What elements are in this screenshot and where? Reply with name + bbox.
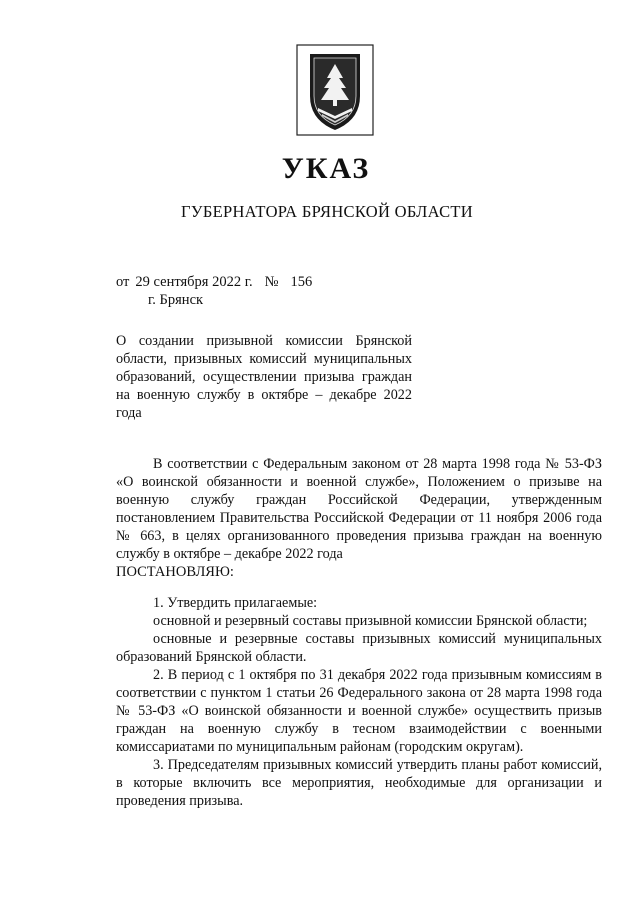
clause-2: 2. В период с 1 октября по 31 декабря 2022 года призывным комиссиям в соответствии с пунктом 1 статьи 26 Федерального закона от 28 марта 1998 года № 53-ФЗ «О воинской обязанности и военной службе» осуществить призыв граждан на военную службу в тесном взаимодействии с военными комиссариатами по муниципальным районам (городским округам). [116, 667, 602, 755]
document-issuer: ГУБЕРНАТОРА БРЯНСКОЙ ОБЛАСТИ [181, 202, 473, 221]
date-number-line [116, 273, 312, 291]
document-title: УКАЗ [281, 152, 371, 185]
coat-of-arms-emblem [296, 44, 374, 136]
clause-1: 1. Утвердить прилагаемые: [153, 595, 318, 611]
document-number: 156 [290, 274, 313, 290]
preamble-paragraph: В соответствии с Федеральным законом от 28 марта 1998 года № 53-ФЗ «О воинской обязанности и военной службе», Положением о призыве на военную службу граждан Российской Федерации, утвержденным постановлением Правительства Российской Федерации от 11 ноября 2006 года № 663, в целях организованного проведения призыва граждан на военную службу в октябре – декабре 2022 года [116, 456, 602, 562]
clause-1-item-b: основные и резервные составы призывных комиссий муниципальных образований Брянской области. [116, 631, 602, 665]
decree-word: ПОСТАНОВЛЯЮ: [116, 564, 234, 580]
clause-1-item-a: основной и резервный составы призывной комиссии Брянской области; [153, 613, 588, 629]
document-meta [116, 273, 312, 309]
document-body [116, 455, 602, 810]
document-subject: О создании призывной комиссии Брянской области, призывных комиссий муниципальных образований, осуществлении призыва граждан на военную службу в октябре – декабре 2022 года [116, 333, 412, 421]
clause-3: 3. Председателям призывных комиссий утвердить планы работ комиссий, в которые включить все мероприятия, необходимые для организации и проведения призыва. [116, 757, 602, 809]
date-prefix: от [116, 274, 130, 290]
document-date: 29 сентября 2022 г. [135, 274, 253, 290]
document-city: г. Брянск [148, 292, 204, 308]
number-sign: № [264, 274, 279, 290]
